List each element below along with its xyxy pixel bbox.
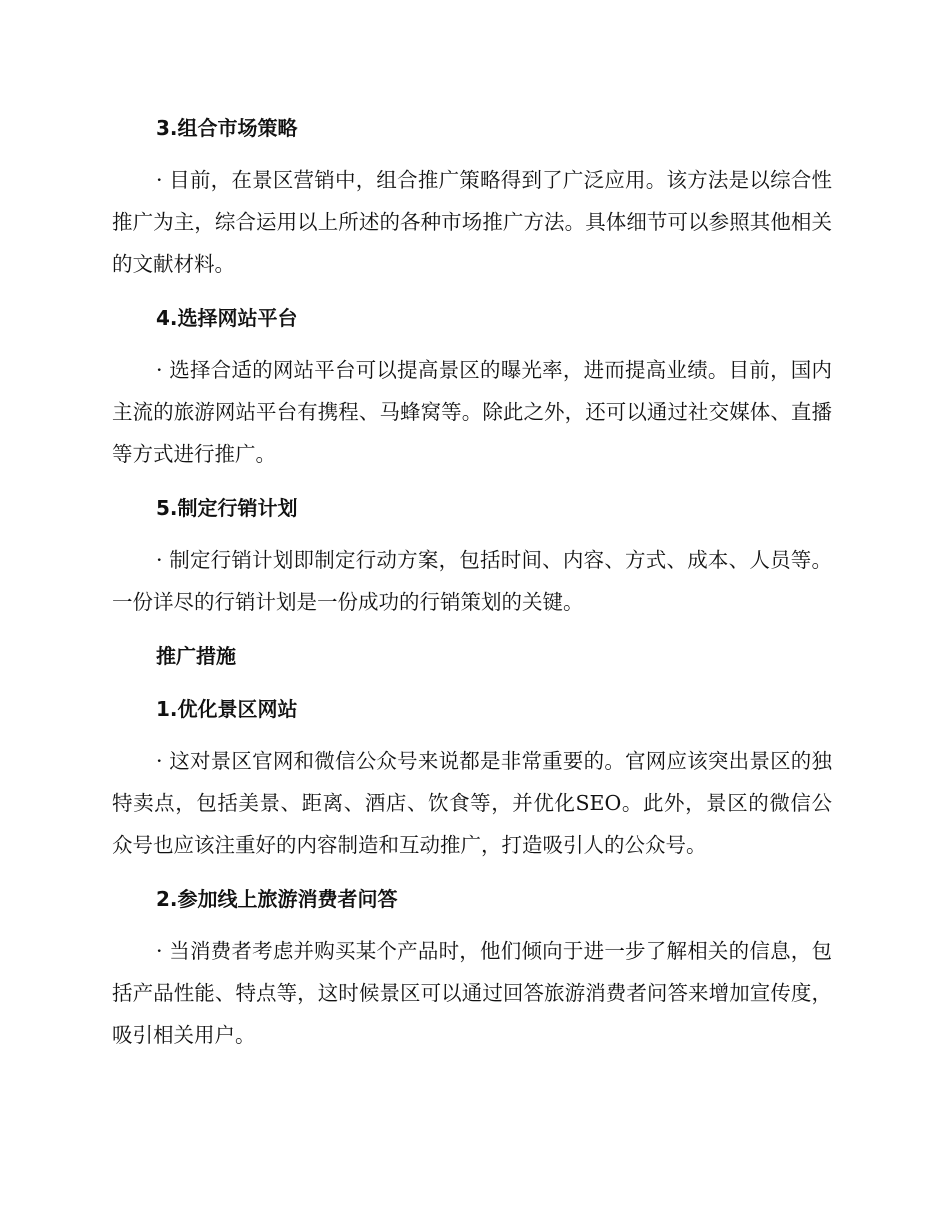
- section-heading: 5.制定行销计划: [156, 496, 298, 520]
- section-paragraph: · 制定行销计划即制定行动方案，包括时间、内容、方式、成本、人员等。一份详尽的行销计划是一份成功的行销策划的关键。: [112, 548, 832, 614]
- section-paragraph: · 这对景区官网和微信公众号来说都是非常重要的。官网应该突出景区的独特卖点，包括美景、距离、酒店、饮食等，并优化SEO。此外，景区的微信公众号也应该注重好的内容制造和互动推广，打造吸引人的公众号。: [112, 749, 832, 857]
- section-heading: 推广措施: [156, 644, 236, 668]
- section-paragraph: · 选择合适的网站平台可以提高景区的曝光率，进而提高业绩。目前，国内主流的旅游网站平台有携程、马蜂窝等。除此之外，还可以通过社交媒体、直播等方式进行推广。: [112, 358, 832, 466]
- section-heading: 4.选择网站平台: [156, 306, 298, 330]
- section-paragraph: · 目前，在景区营销中，组合推广策略得到了广泛应用。该方法是以综合性推广为主，综合运用以上所述的各种市场推广方法。具体细节可以参照其他相关的文献材料。: [112, 168, 832, 276]
- document-body: [112, 108, 832, 1056]
- section-heading: 1.优化景区网站: [156, 697, 298, 721]
- section-heading: 3.组合市场策略: [156, 116, 298, 140]
- section-heading: 2.参加线上旅游消费者问答: [156, 887, 398, 911]
- section-paragraph: · 当消费者考虑并购买某个产品时，他们倾向于进一步了解相关的信息，包括产品性能、特点等，这时候景区可以通过回答旅游消费者问答来增加宣传度，吸引相关用户。: [112, 939, 832, 1047]
